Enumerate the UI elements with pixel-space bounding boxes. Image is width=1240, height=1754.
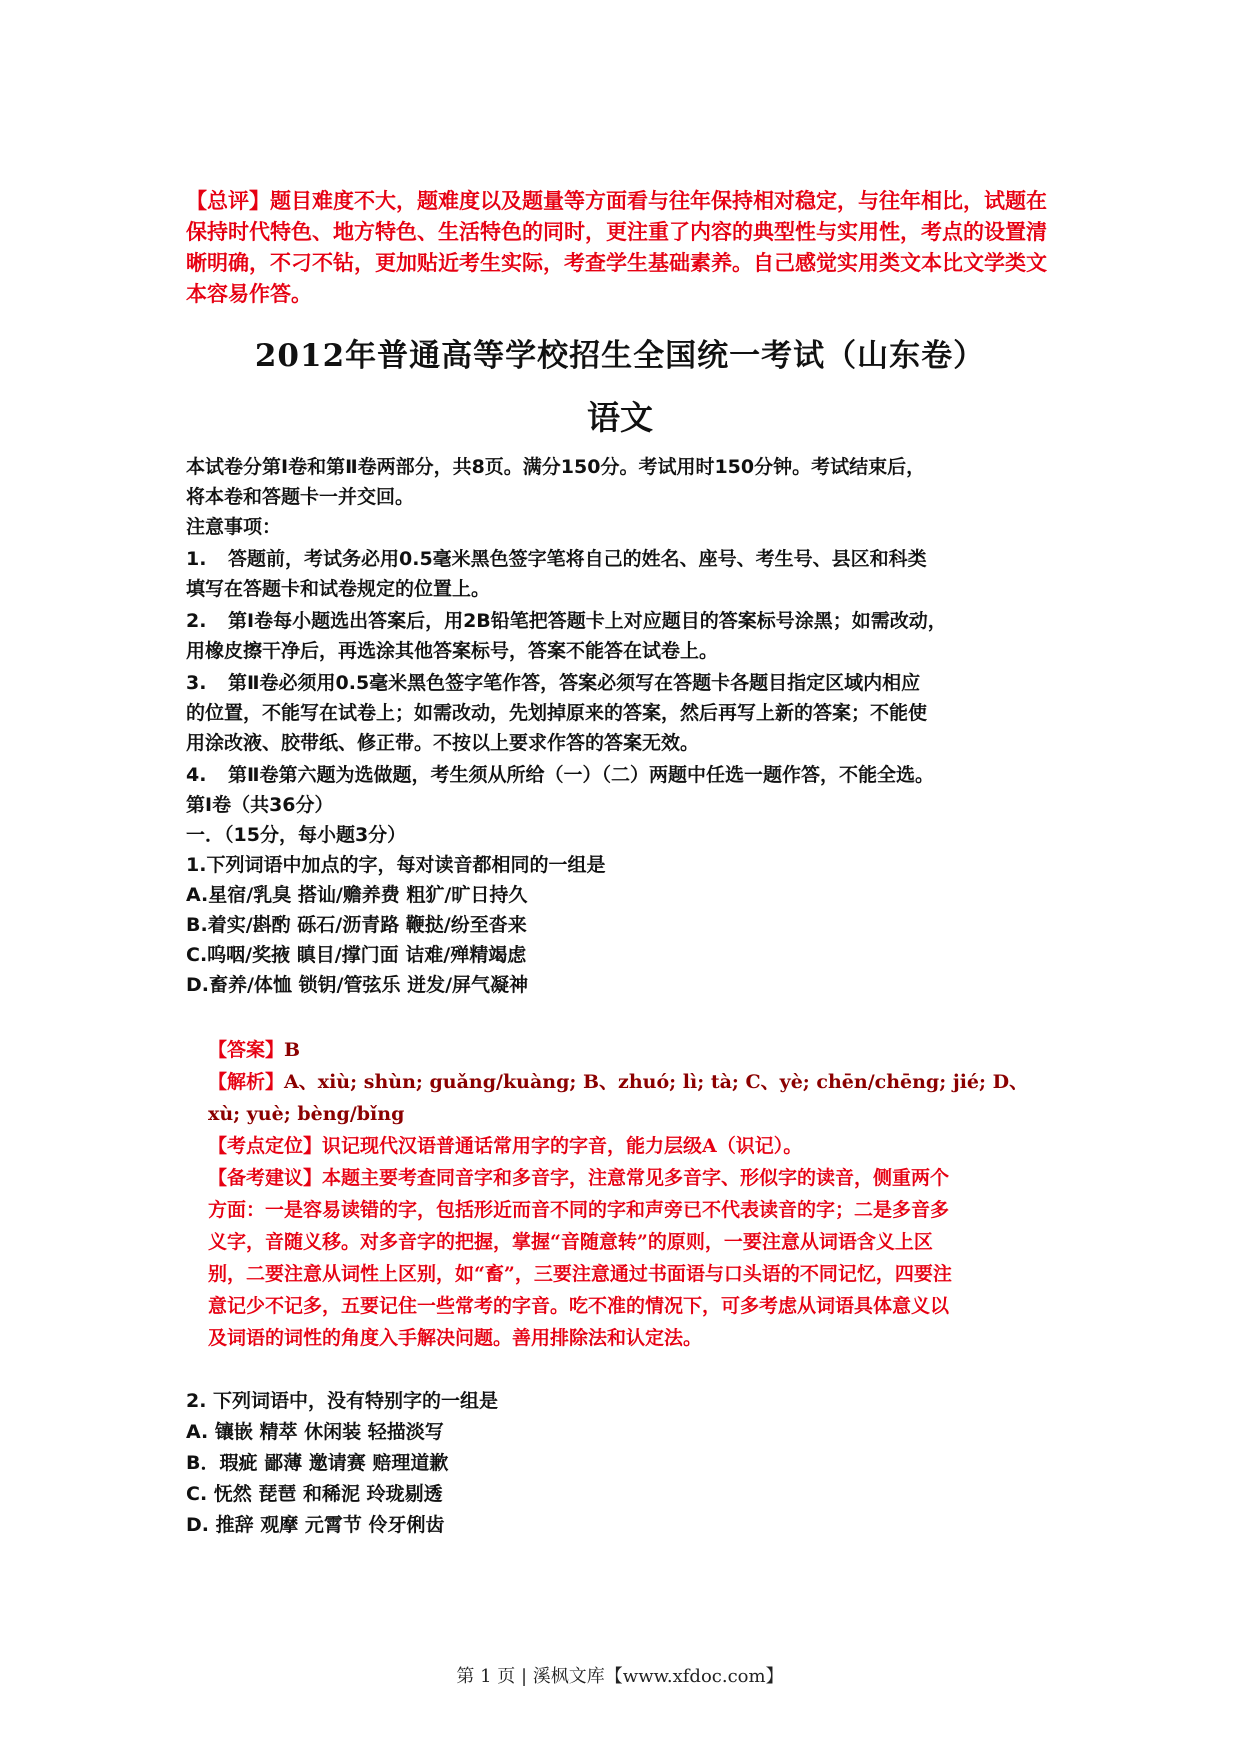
- question-option: C.呜咽/奖掖 瞋目/撑门面 诘难/殚精竭虑: [186, 944, 527, 966]
- answer-label: 【答案】: [208, 1039, 285, 1061]
- question-2: [186, 1386, 1066, 1541]
- advice-text: 及词语的词性的角度入手解决问题。善用排除法和认定法。: [208, 1327, 703, 1349]
- advice-label: 【备考建议】: [208, 1167, 323, 1189]
- explain-text: A、xiù; shùn; guǎng/kuàng; B、zhuó; lì; tà; C、yè; chēn/chēng; jié; D、: [284, 1071, 1029, 1093]
- point-label: 【考点定位】: [208, 1135, 323, 1157]
- notice-number: 2.: [186, 610, 207, 632]
- question-option: A. 镶嵌 精萃 休闲装 轻描淡写: [186, 1421, 444, 1443]
- notice-number: 3.: [186, 672, 207, 694]
- question-option: A.星宿/乳臭 搭讪/赡养费 粗犷/旷日持久: [186, 884, 528, 906]
- notice-text: 填写在答题卡和试卷规定的位置上。: [186, 578, 491, 600]
- question-option: D. 推辞 观摩 元霄节 伶牙俐齿: [186, 1514, 445, 1536]
- review-text: 题目难度不大，题难度以及题量等方面看与往年保持相对稳定，与往年相比，试题在保持时代特色、地方特色、生活特色的同时，更注重了内容的典型性与实用性，考点的设置清晰明确，不刁不钻，更加贴近考生实际，考查学生基础素养。自己感觉实用类文本比文学类文本容易作答。: [186, 189, 1047, 306]
- advice-text: 意记少不记多，五要记住一些常考的字音。吃不准的情况下，可多考虑从词语具体意义以: [208, 1295, 950, 1317]
- question-stem: 2. 下列词语中，没有特别字的一组是: [186, 1390, 499, 1412]
- question-option: B．瑕疵 鄙薄 邀请赛 赔理道歉: [186, 1452, 449, 1474]
- notice-number: 1.: [186, 548, 207, 570]
- question-option: D.畜养/体恤 锁钥/管弦乐 迸发/屏气凝神: [186, 974, 529, 996]
- explain-label: 【解析】: [208, 1071, 285, 1093]
- explain-text: xù; yuè; bèng/bǐng: [208, 1103, 405, 1125]
- notice-text: 的位置，不能写在试卷上；如需改动，先划掉原来的答案，然后再写上新的答案；不能使: [186, 702, 928, 724]
- notice-number: 4.: [186, 764, 207, 786]
- page-footer: 第 1 页 | 溪枫文库【www.xfdoc.com】: [456, 1666, 784, 1687]
- notice-text: 第Ⅰ卷每小题选出答案后，用2B铅笔把答题卡上对应题目的答案标号涂黑；如需改动，: [228, 610, 947, 632]
- volume-heading: 第Ⅰ卷（共36分）: [186, 794, 334, 816]
- notice-item: [186, 606, 1066, 666]
- review-label: 【总评】: [186, 189, 270, 213]
- answer-value: B: [284, 1039, 301, 1061]
- question-option: C. 怃然 琵琶 和稀泥 玲珑剔透: [186, 1483, 443, 1505]
- overall-review: [186, 186, 1066, 310]
- advice-text: 本题主要考查同音字和多音字，注意常见多音字、形似字的读音，侧重两个: [322, 1167, 950, 1189]
- notice-item: [186, 668, 1066, 758]
- question-option: B.着实/斟酌 砾石/沥青路 鞭挞/纷至沓来: [186, 914, 527, 936]
- intro-line: 将本卷和答题卡一并交回。: [186, 486, 415, 508]
- advice-text: 义字，音随义移。对多音字的把握，掌握“音随意转”的原则，一要注意从词语含义上区: [208, 1231, 933, 1253]
- question-stem: 1.下列词语中加点的字，每对读音都相同的一组是: [186, 854, 606, 876]
- notice-item: [186, 544, 1066, 604]
- intro-line: 本试卷分第Ⅰ卷和第Ⅱ卷两部分，共8页。满分150分。考试用时150分钟。考试结束后，: [186, 456, 926, 478]
- notice-text: 用涂改液、胶带纸、修正带。不按以上要求作答的答案无效。: [186, 732, 700, 754]
- exam-instructions: [186, 452, 1066, 1000]
- q1-analysis: [208, 1034, 1078, 1354]
- part-heading: 一．（15分，每小题3分）: [186, 824, 407, 846]
- notice-text: 用橡皮擦干净后，再选涂其他答案标号，答案不能答在试卷上。: [186, 640, 719, 662]
- subject-title: 语文: [587, 398, 653, 437]
- notice-text: 答题前，考试务必用0.5毫米黑色签字笔将自己的姓名、座号、考生号、县区和科类: [228, 548, 927, 570]
- notice-text: 第Ⅱ卷必须用0.5毫米黑色签字笔作答，答案必须写在答题卡各题目指定区域内相应: [228, 672, 921, 694]
- page-title: 2012年普通高等学校招生全国统一考试（山东卷）: [254, 338, 986, 374]
- notice-item: [186, 760, 1066, 790]
- advice-text: 方面：一是容易读错的字，包括形近而音不同的字和声旁已不代表读音的字；二是多音多: [208, 1199, 950, 1221]
- notice-text: 第Ⅱ卷第六题为选做题，考生须从所给（一）（二）两题中任选一题作答，不能全选。: [228, 764, 935, 786]
- advice-text: 别，二要注意从词性上区别，如“畜”，三要注意通过书面语与口头语的不同记忆，四要注: [208, 1263, 952, 1285]
- point-text: 识记现代汉语普通话常用字的字音，能力层级A（识记）。: [322, 1135, 803, 1157]
- notice-heading: 注意事项：: [186, 516, 282, 538]
